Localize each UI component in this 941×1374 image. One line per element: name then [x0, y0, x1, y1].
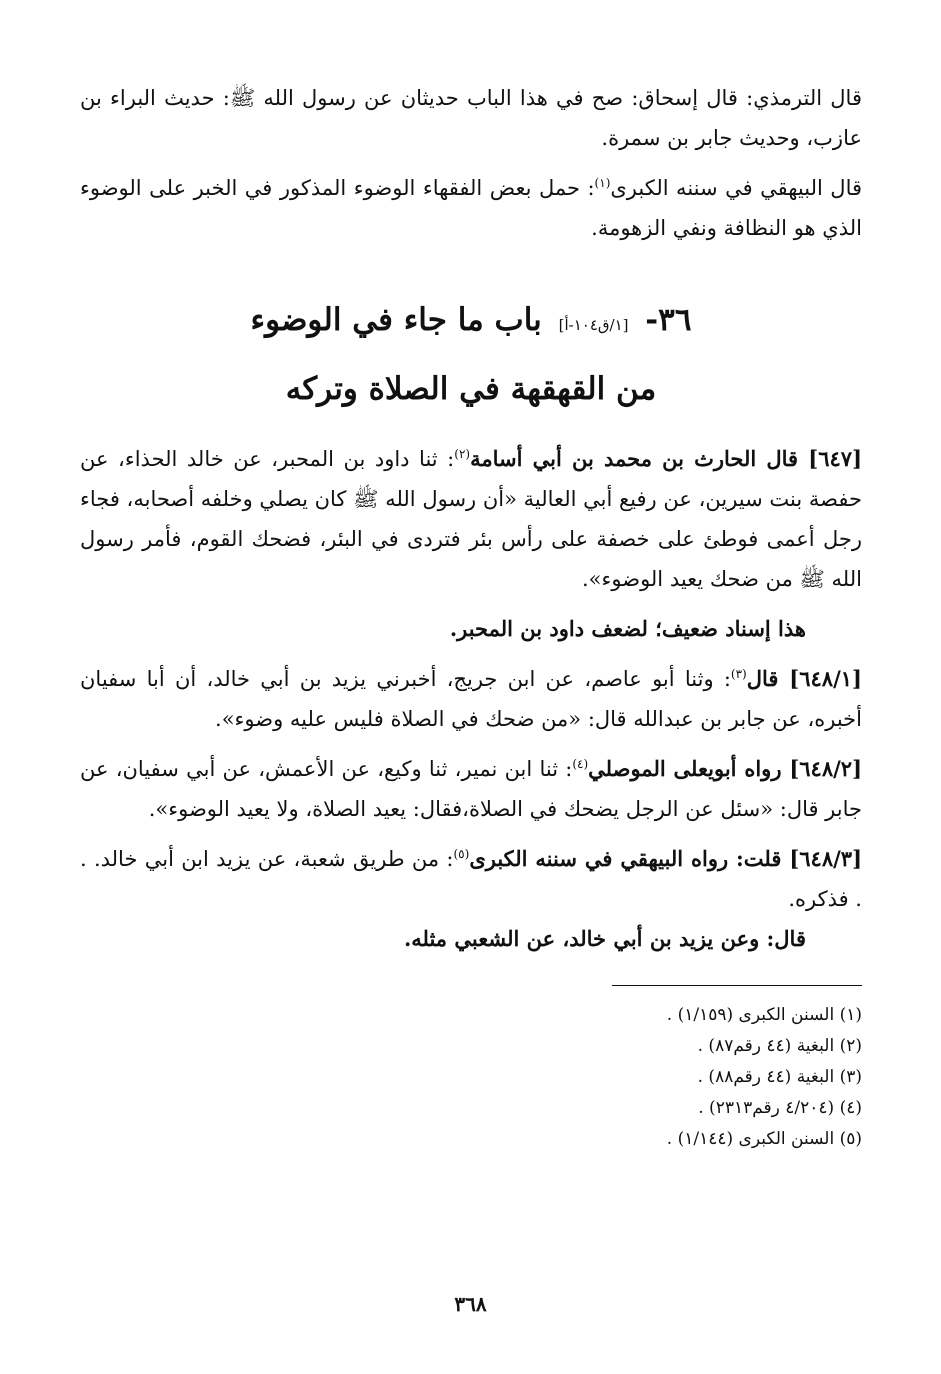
chapter-title-line1 [80, 288, 862, 357]
chapter-number: ٣٦- [645, 302, 692, 338]
manuscript-ref: [١/ق١٠٤-أ] [558, 316, 629, 334]
chapter-heading [80, 288, 862, 421]
hadith-648-1 [80, 659, 862, 739]
hadith-647-text: : ثنا داود بن المحبر، عن خالد الحذاء، عن حفصة بنت سيرين، عن رفيع أبي العالية «أن رسول الله ﷺ كان يصلي وخلفه أصحابه، فجاء رجل أعمى فوطئ على خصفة على رأس بئر فتردى في البئر، فضحك القوم، فأمر رسول الله ﷺ من ضحك يعيد الوضوء». [80, 447, 862, 591]
hadith-648-2-text: : ثنا ابن نمير، ثنا وكيع، عن الأعمش، عن أبي سفيان، عن جابر قال: «سئل عن الرجل يضحك في الصلاة،فقال: يعيد الصلاة، ولا يعيد الوضوء». [80, 757, 862, 821]
intro-bayhaqi-head: قال البيهقي في سننه الكبرى [610, 176, 862, 200]
page-body [80, 78, 862, 1155]
hadith-648-2 [80, 749, 862, 829]
hadith-648-3 [80, 839, 862, 919]
chapter-title: باب ما جاء في الوضوء [250, 302, 542, 338]
hadith-648-1-head: [٦٤٨/١] قال [746, 666, 862, 691]
chapter-title-line2: من القهقهة في الصلاة وتركه [285, 371, 657, 407]
hadith-648-3-head: [٦٤٨/٣] قلت: رواه البيهقي في سننه الكبرى [469, 846, 862, 871]
intro-bayhaqi-text: : حمل بعض الفقهاء الوضوء المذكور في الخبر على الوضوء الذي هو النظافة ونفي الزهومة. [80, 176, 862, 240]
hadith-648-1-text: : وثنا أبو عاصم، عن ابن جريج، أخبرني يزيد بن أبي خالد، أن أبا سفيان أخبره، عن جابر بن عبدالله قال: «من ضحك في الصلاة فليس عليه وضوء». [80, 667, 862, 731]
footnote-3: (٣) البغية (٤٤ رقم٨٨) . [697, 1067, 862, 1087]
footnote-ref-4[interactable]: (٤) [572, 757, 589, 771]
footnotes [80, 1000, 862, 1155]
hadith-648-2-head: [٦٤٨/٢] رواه أبويعلى الموصلي [588, 756, 862, 781]
intro-tirmidhi: قال الترمذي: قال إسحاق: صح في هذا الباب حديثان عن رسول الله ﷺ: حديث البراء بن عازب، وحديث جابر بن سمرة. [80, 86, 862, 150]
hadith-647-grading: هذا إسناد ضعيف؛ لضعف داود بن المحبر. [449, 616, 806, 641]
footnote-ref-1[interactable]: (١) [594, 176, 611, 190]
footnote-4: (٤) (٤/٢٠٤ رقم٢٣١٣) . [698, 1098, 862, 1118]
footnote-ref-5[interactable]: (٥) [453, 847, 470, 861]
footnote-divider [612, 985, 862, 986]
footnote-2: (٢) البغية (٤٤ رقم٨٧) . [697, 1036, 862, 1056]
page-number: ٣٦٨ [454, 1292, 487, 1316]
footnote-ref-3[interactable]: (٣) [730, 667, 747, 681]
footnote-ref-2[interactable]: (٢) [454, 447, 471, 461]
hadith-647 [80, 439, 862, 599]
hadith-648-3-extra: قال: وعن يزيد بن أبي خالد، عن الشعبي مثله. [403, 926, 806, 951]
hadith-647-head: [٦٤٧] قال الحارث بن محمد بن أبي أسامة [470, 446, 862, 471]
hadith-648-3-text: : من طريق شعبة، عن يزيد ابن أبي خالد. . . فذكره. [80, 847, 862, 911]
intro-bayhaqi [80, 168, 862, 248]
footnote-5: (٥) السنن الكبرى (١/١٤٤) . [666, 1129, 862, 1149]
footnote-1: (١) السنن الكبرى (١/١٥٩) . [666, 1005, 862, 1025]
